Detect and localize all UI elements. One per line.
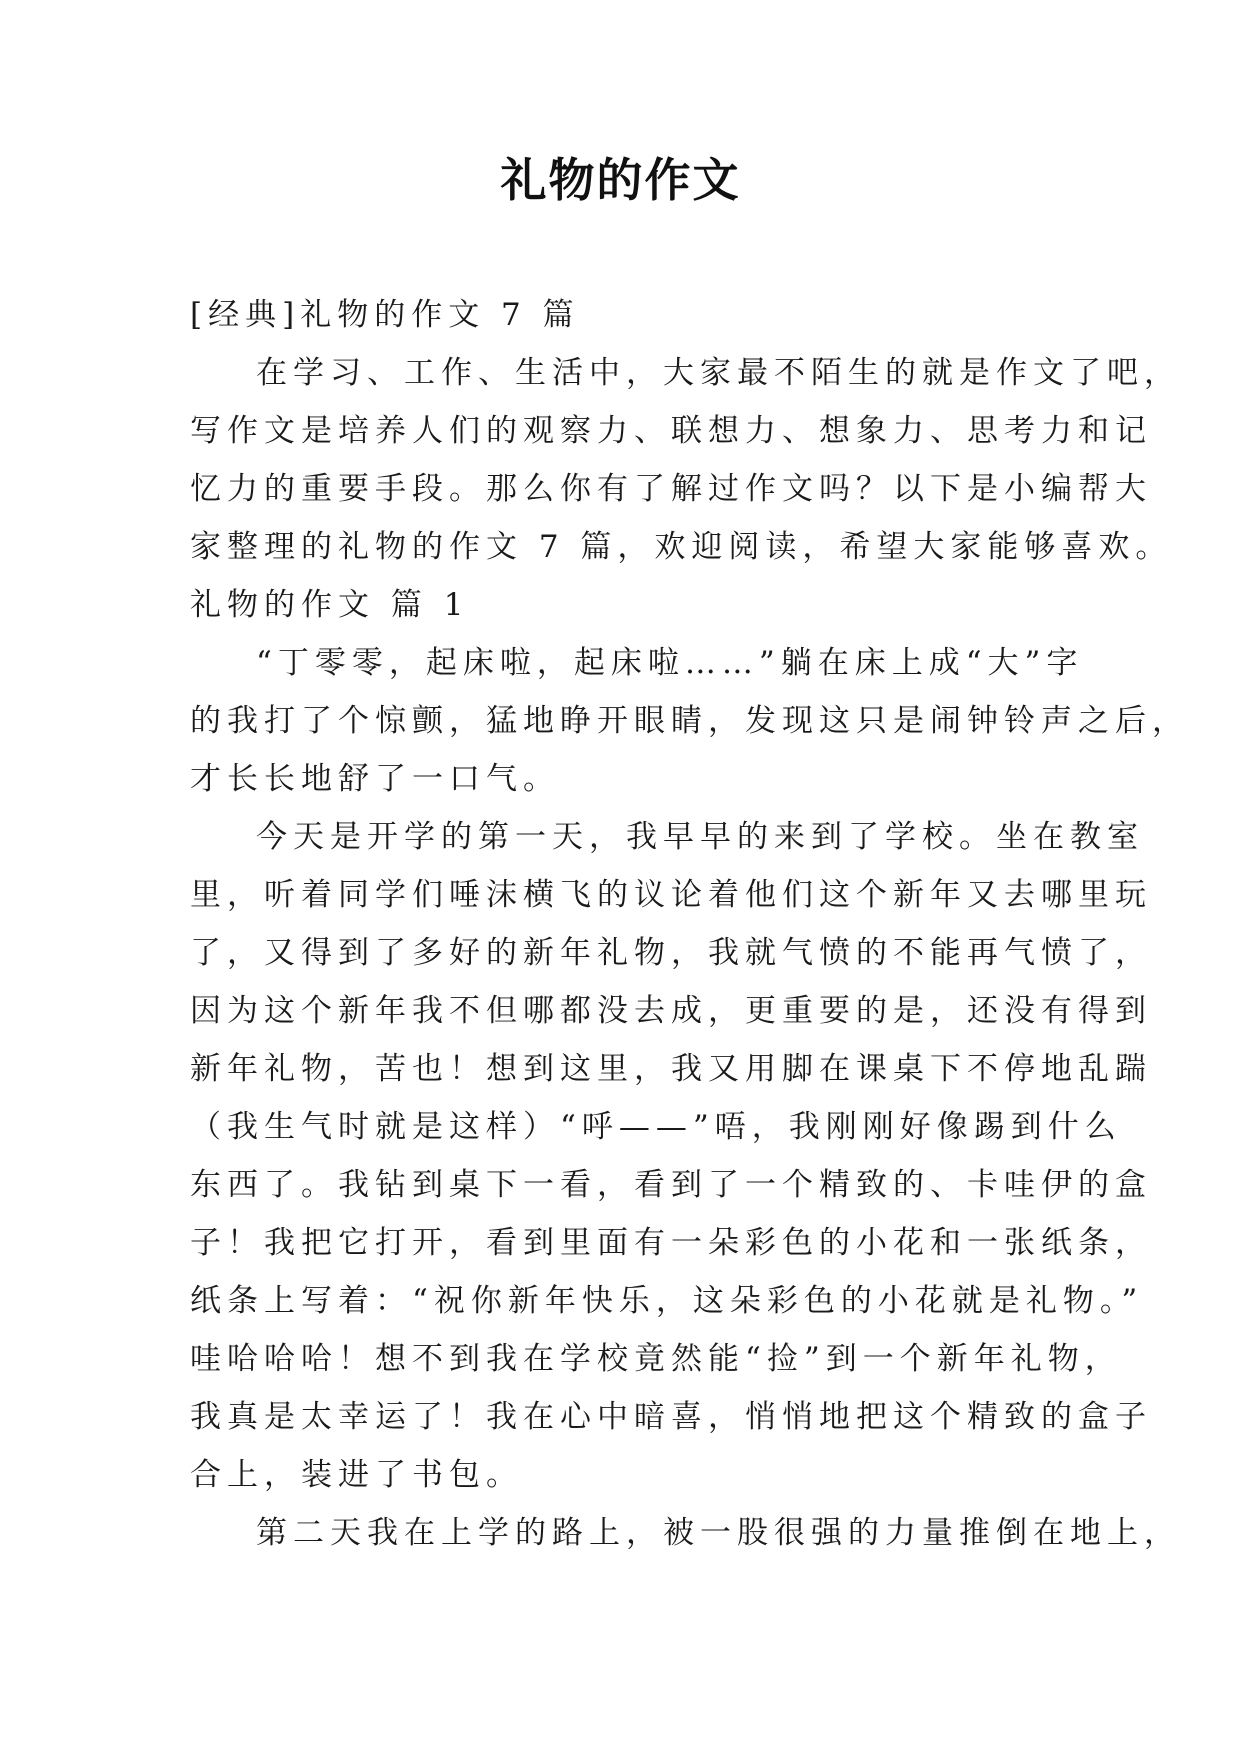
paragraph-line: 纸条上写着：“祝你新年快乐，这朵彩色的小花就是礼物。” [190,1283,1144,1319]
paragraph-line: 我真是太幸运了！我在心中暗喜，悄悄地把这个精致的盒子 [190,1399,1152,1435]
paragraph-line: 家整理的礼物的作文 7 篇，欢迎阅读，希望大家能够喜欢。 [190,529,1173,565]
paragraph-line: 因为这个新年我不但哪都没去成，更重要的是，还没有得到 [190,993,1152,1029]
paragraph-line: 今天是开学的第一天，我早早的来到了学校。坐在教室 [256,819,1144,855]
paragraph-line: 东西了。我钻到桌下一看，看到了一个精致的、卡哇伊的盒 [190,1167,1152,1203]
paragraph-line: 新年礼物，苦也！想到这里，我又用脚在课桌下不停地乱踹 [190,1051,1152,1087]
paragraph-line: 了，又得到了多好的新年礼物，我就气愤的不能再气愤了， [190,935,1152,971]
section-heading: 礼物的作文 篇 1 [190,587,470,623]
paragraph-line: 第二天我在上学的路上，被一股很强的力量推倒在地上， [256,1515,1181,1551]
paragraph-line: 写作文是培养人们的观察力、联想力、想象力、思考力和记 [190,413,1152,449]
paragraph-line: 子！我把它打开，看到里面有一朵彩色的小花和一张纸条， [190,1225,1152,1261]
paragraph-line: 里，听着同学们唾沫横飞的议论着他们这个新年又去哪里玩 [190,877,1152,913]
paragraph-line: 忆力的重要手段。那么你有了解过作文吗？以下是小编帮大 [190,471,1152,507]
document-title: 礼物的作文 [500,153,741,207]
paragraph-line: 才长长地舒了一口气。 [190,761,560,797]
paragraph-line: 在学习、工作、生活中，大家最不陌生的就是作文了吧， [256,355,1181,391]
paragraph-line: 合上，装进了书包。 [190,1457,523,1493]
subtitle-line: [经典]礼物的作文 7 篇 [190,297,580,333]
paragraph-line: “丁零零，起床啦，起床啦……”躺在床上成“大”字 [256,645,1084,681]
document-body [190,286,1189,1562]
paragraph-line: 哇哈哈哈！想不到我在学校竟然能“捡”到一个新年礼物， [190,1341,1122,1377]
paragraph-line: （我生气时就是这样）“呼——”唔，我刚刚好像踢到什么 [190,1109,1122,1145]
paragraph-line: 的我打了个惊颤，猛地睁开眼睛，发现这只是闹钟铃声之后， [190,703,1189,739]
